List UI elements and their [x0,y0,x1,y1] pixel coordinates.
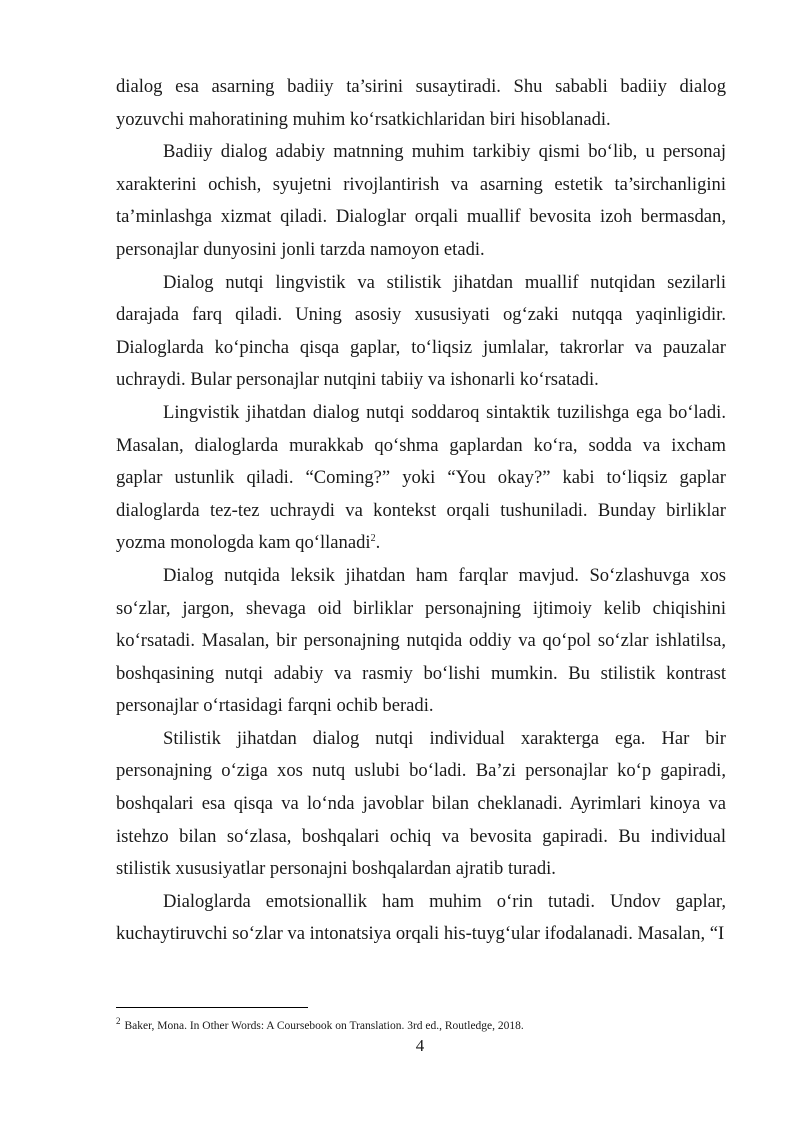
footnote [116,1018,736,1034]
body-text [116,71,726,951]
footnote-reference[interactable]: 2 [370,533,376,545]
paragraph-end: . [375,532,381,554]
paragraph-text: Lingvistik jihatdan dialog nutqi soddaroq sintaktik tuzilishga ega bo‘ladi. Masalan, dialoglarda murakkab qo‘shma gaplardan ko‘ra, sodda va ixcham gaplar ustunlik qiladi. “Coming?” yoki “You okay?” kabi to‘liqsiz gaplar dialoglarda tez-tez uchraydi va kontekst orqali tushuniladi. Bunday birliklar yozma monologda kam qo‘llanadi [116,401,726,554]
footnote-number: 2 [116,1016,121,1027]
footnote-divider [116,1007,308,1008]
paragraph: Dialog nutqi lingvistik va stilistik jihatdan muallif nutqidan sezilarli darajada farq qiladi. Uning asosiy xususiyati og‘zaki nutqqa yaqinligidir. Dialoglarda ko‘pincha qisqa gaplar, to‘liqsiz jumlalar, takrorlar va pauzalar uchraydi. Bular personajlar nutqini tabiiy va ishonarli ko‘rsatadi. [116,271,726,391]
paragraph: Dialog nutqida leksik jihatdan ham farqlar mavjud. So‘zlashuvga xos so‘zlar, jargon, shevaga oid birliklar personajning ijtimoiy kelib chiqishini ko‘rsatadi. Masalan, bir personajning nutqida oddiy va qo‘pol so‘zlar ishlatilsa, boshqasining nutqi adabiy va rasmiy bo‘lishi mumkin. Bu stilistik kontrast personajlar o‘rtasidagi farqni ochib beradi. [116,564,726,717]
page-number: 4 [415,1036,425,1055]
paragraph: Badiiy dialog adabiy matnning muhim tarkibiy qismi bo‘lib, u personaj xarakterini ochish, syujetni rivojlantirish va asarning estetik ta’sirchanligini ta’minlashga xizmat qiladi. Dialoglar orqali muallif bevosita izoh bermasdan, personajlar dunyosini jonli tarzda namoyon etadi. [116,141,726,260]
paragraph-with-footnote [116,397,726,560]
paragraph: Dialoglarda emotsionallik ham muhim o‘rin tutadi. Undov gaplar, kuchaytiruvchi so‘zlar va intonatsiya orqali his-tuyg‘ular ifodalanadi. Masalan, “I [116,890,726,945]
paragraph-continued: dialog esa asarning badiiy ta’sirini susaytiradi. Shu sababli badiiy dialog yozuvchi mahoratining muhim ko‘rsatkichlaridan biri hisoblanadi. [116,76,726,130]
paragraph: Stilistik jihatdan dialog nutqi individual xarakterga ega. Har bir personajning o‘ziga xos nutq uslubi bo‘ladi. Ba’zi personajlar ko‘p gapiradi, boshqalari esa qisqa va lo‘nda javoblar bilan cheklanadi. Ayrimlari kinoya va istehzo bilan so‘zlasa, boshqalari ochiq va bevosita gapiradi. Bu individual stilistik xususiyatlar personajni boshqalardan ajratib turadi. [116,727,726,880]
footnote-text: Baker, Mona. In Other Words: A Coursebook on Translation. 3rd ed., Routledge, 2018. [124,1020,524,1032]
